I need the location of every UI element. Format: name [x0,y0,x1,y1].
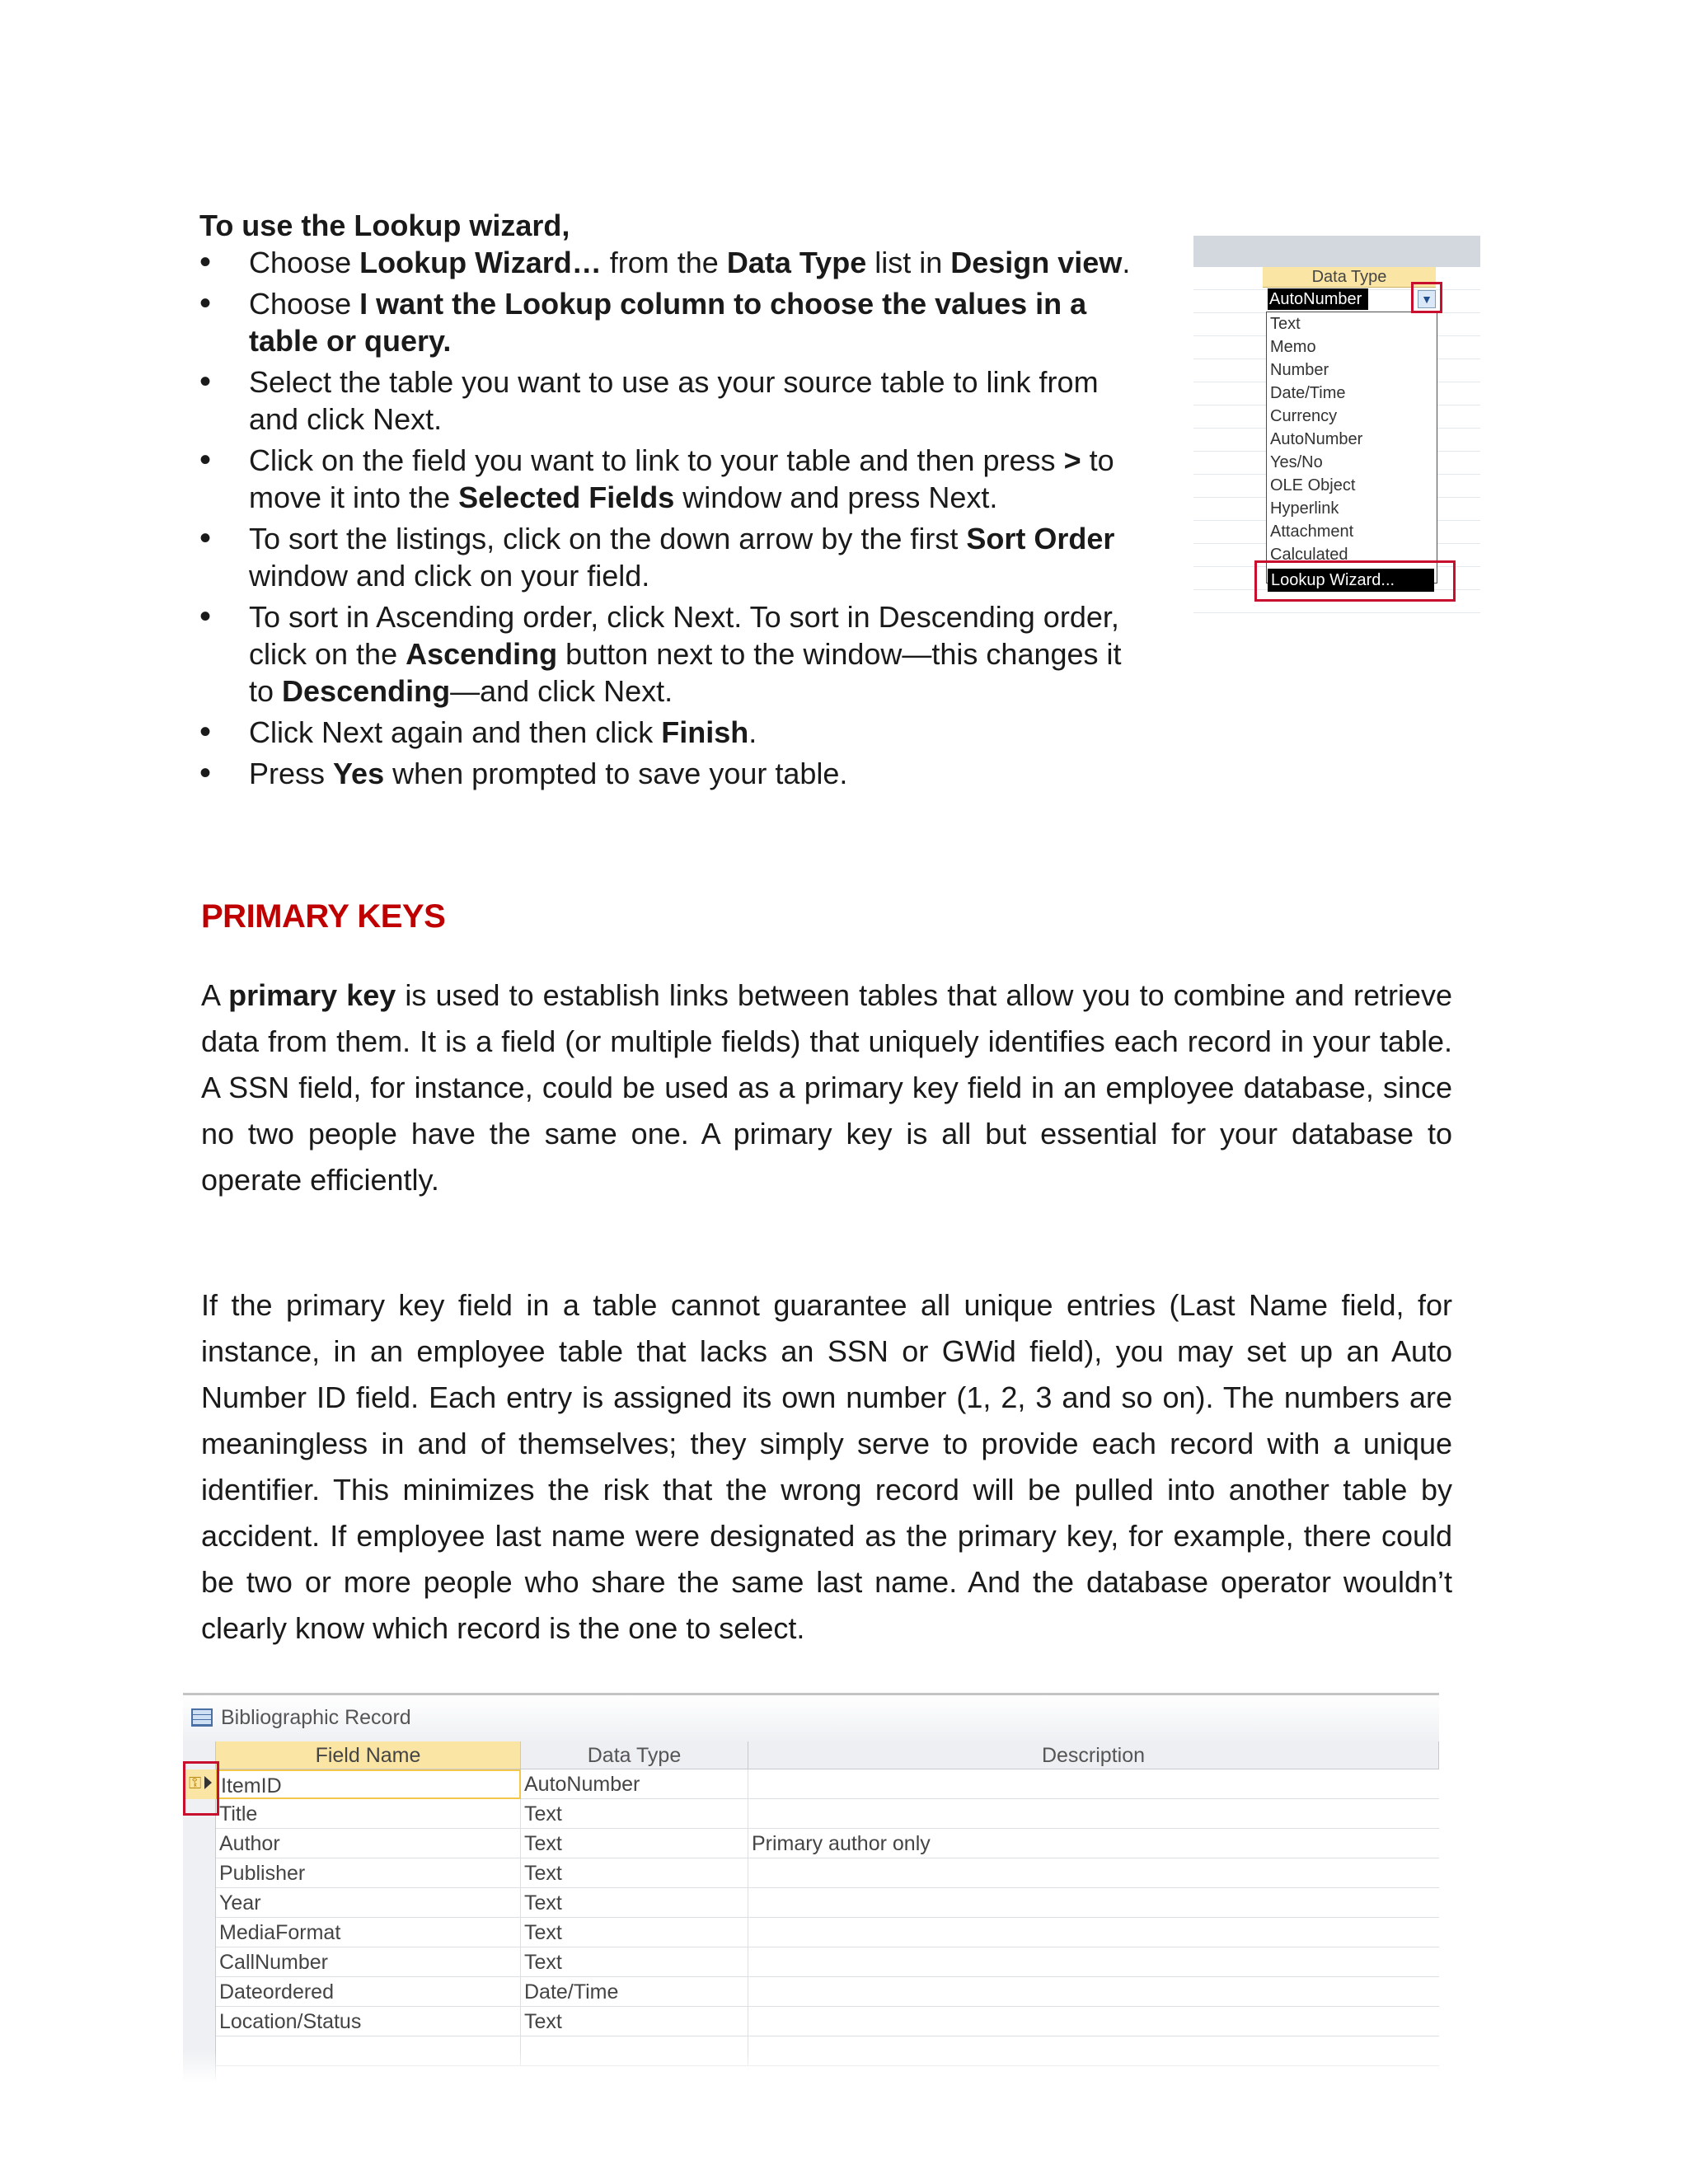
table-rows [216,1769,1439,2066]
data-type-cell[interactable]: Text [521,1829,748,1858]
dropdown-arrow-highlight-box [1411,282,1442,313]
data-type-cell[interactable]: Text [521,1918,748,1947]
column-header-description[interactable]: Description [748,1741,1439,1769]
primary-key-para1-bold-1: primary key [228,978,396,1012]
lookup-step-5-text-0: To sort the listings, click on the down arrow by the first [249,522,967,555]
lookup-step-5 [199,520,1147,594]
lookup-step-1-text-4: list in [866,246,951,279]
data-type-cell[interactable]: Text [521,1888,748,1918]
table-row[interactable] [216,1769,1439,1799]
description-cell[interactable] [748,2007,1439,2036]
primary-key-highlight-box [183,1761,219,1816]
data-type-cell[interactable]: Text [521,1858,748,1888]
primary-keys-heading: PRIMARY KEYS [201,898,446,935]
lookup-step-1-text-6: . [1122,246,1131,279]
table-row[interactable] [216,1918,1439,1947]
lookup-step-4-text-4: window and press Next. [674,480,998,514]
data-type-selected-value[interactable]: AutoNumber [1268,288,1368,310]
field-name-cell[interactable]: MediaFormat [216,1918,521,1947]
field-name-cell[interactable]: Author [216,1829,521,1858]
table-row[interactable] [216,2007,1439,2036]
data-type-option[interactable]: Calculated [1270,546,1348,564]
table-row[interactable] [216,1799,1439,1829]
lookup-step-1-text-0: Choose [249,246,360,279]
field-name-cell[interactable]: Location/Status [216,2007,521,2036]
dropdown-topbar [1193,236,1480,267]
lookup-heading: To use the Lookup wizard, [199,209,570,242]
lookup-step-8 [199,755,1147,792]
data-type-option[interactable]: Attachment [1270,523,1354,541]
table-title: Bibliographic Record [221,1706,411,1729]
lookup-step-5-bold-1: Sort Order [966,522,1115,555]
description-cell[interactable]: Primary author only [752,1832,931,1855]
lookup-step-4-bold-1: > [1063,443,1081,477]
data-type-option[interactable]: Date/Time [1270,384,1346,402]
data-type-dropdown-screenshot [1193,236,1480,615]
data-type-option[interactable]: Hyperlink [1270,499,1339,518]
lookup-step-6-text-0: To sort in Ascending order, click Next. To sort in Descending order, click on the [249,600,1119,671]
data-type-option[interactable]: Currency [1270,407,1338,425]
key-icon: ⚿ [189,1774,202,1793]
table-row[interactable] [216,1888,1439,1918]
column-header-field-name[interactable]: Field Name [216,1741,521,1769]
lookup-step-6 [199,598,1147,710]
lookup-step-4-bold-3: Selected Fields [458,480,675,514]
description-cell[interactable] [748,1888,1439,1918]
table-row[interactable] [216,1858,1439,1888]
lookup-step-6-bold-1: Ascending [406,637,558,671]
field-name-cell[interactable]: Title [216,1799,521,1829]
data-type-cell[interactable]: Date/Time [521,1977,748,2007]
row-selector-column[interactable] [183,1769,216,2083]
table-icon [191,1708,213,1727]
data-type-cell[interactable]: AutoNumber [521,1769,748,1799]
lookup-step-4 [199,442,1147,516]
lookup-step-3 [199,363,1147,438]
lookup-wizard-option[interactable]: Lookup Wizard... [1268,569,1434,592]
data-type-option[interactable]: AutoNumber [1270,430,1363,448]
data-type-options-list[interactable] [1266,312,1437,583]
lookup-step-2-text-0: Choose [249,287,360,321]
primary-key-paragraph-2: If the primary key field in a table cannot guarantee all unique entries (Last Name field, for instance, in an employee table that lacks an SSN or GWid field), you may set up an Auto Number ID field. Each entry is assigned its own number (1, 2, 3 and so on). The numbers are meaningless in and of themselves; they simply serve to provide each record with a unique identifier. This minimizes the risk that the wrong record will be pulled into another table by accident. If employee last name were designated as the primary key, for example, there could be two or more people who share the same last name. And the database operator wouldn’t clearly know which record is the one to select. [201,1288,1452,1645]
primary-key-para1-text-0: A [201,978,229,1012]
lookup-step-1-text-2: from the [601,246,727,279]
description-cell[interactable] [748,1799,1439,1829]
lookup-step-4-text-0: Click on the field you want to link to your table and then press [249,443,1064,477]
data-type-option[interactable]: Yes/No [1270,453,1323,471]
data-type-cell[interactable]: Text [521,1799,748,1829]
field-name-cell[interactable]: Dateordered [216,1977,521,2007]
description-cell[interactable] [748,1918,1439,1947]
lookup-step-3-text-0: Select the table you want to use as your source table to link from and click Next. [249,365,1099,436]
column-header-data-type[interactable]: Data Type [521,1741,748,1769]
primary-key-para1-text-2: is used to establish links between tables that allow you to combine and retrieve data from them. It is a field (or multiple fields) that uniquely identifies each record in your table. A SSN field, for instance, could be used as a primary key field in an employee database, since no two people have the same one. A primary key is all but essential for your database to operate efficiently. [201,978,1452,1197]
data-type-option[interactable]: Text [1270,315,1301,333]
lookup-step-7-text-2: . [748,715,757,749]
data-type-option[interactable]: OLE Object [1270,476,1356,494]
lookup-step-7-bold-1: Finish [661,715,749,749]
data-type-option[interactable]: Number [1270,361,1329,379]
table-row[interactable] [216,1977,1439,2007]
lookup-step-8-bold-1: Yes [333,757,385,790]
description-cell[interactable] [748,1977,1439,2007]
field-name-cell[interactable]: Publisher [216,1858,521,1888]
table-row[interactable] [216,1947,1439,1977]
lookup-steps-list [199,244,1147,796]
field-name-cell[interactable]: ItemID [216,1769,521,1799]
lookup-step-8-text-2: when prompted to save your table. [384,757,848,790]
lookup-step-2-bold-1: I want the Lookup column to choose the values in a table or query. [249,287,1087,358]
screenshot-fade [183,2050,1439,2083]
table-titlebar [183,1695,1439,1742]
data-type-cell[interactable]: Text [521,1947,748,1977]
lookup-step-1-bold-3: Data Type [726,246,867,279]
data-type-option[interactable]: Memo [1270,338,1316,356]
data-type-cell[interactable]: Text [521,2007,748,2036]
description-cell[interactable] [748,1769,1439,1799]
lookup-step-5-text-2: window and click on your field. [249,559,650,593]
field-name-cell[interactable]: CallNumber [216,1947,521,1977]
description-cell[interactable] [748,1947,1439,1977]
bibliographic-record-screenshot [183,1693,1439,2083]
lookup-wizard-highlight-box [1254,560,1456,602]
lookup-step-6-text-2: button next to the window—this changes it to [249,637,1122,708]
lookup-step-2 [199,285,1147,359]
lookup-step-8-text-0: Press [249,757,334,790]
lookup-step-7-text-0: Click Next again and then click [249,715,662,749]
lookup-step-1-bold-5: Design view [950,246,1123,279]
lookup-step-4-text-2: to move it into the [249,443,1114,514]
lookup-step-6-bold-3: Descending [282,674,451,708]
chevron-down-icon[interactable]: ▼ [1418,290,1436,308]
description-cell[interactable] [748,1858,1439,1888]
table-row[interactable] [216,1829,1439,1858]
lookup-step-7 [199,714,1147,751]
lookup-step-1 [199,244,1147,281]
primary-key-paragraph-1 [201,972,1452,1203]
data-type-header: Data Type [1263,267,1436,288]
field-name-cell[interactable]: Year [216,1888,521,1918]
lookup-step-6-text-4: —and click Next. [450,674,673,708]
lookup-step-1-bold-1: Lookup Wizard… [359,246,602,279]
